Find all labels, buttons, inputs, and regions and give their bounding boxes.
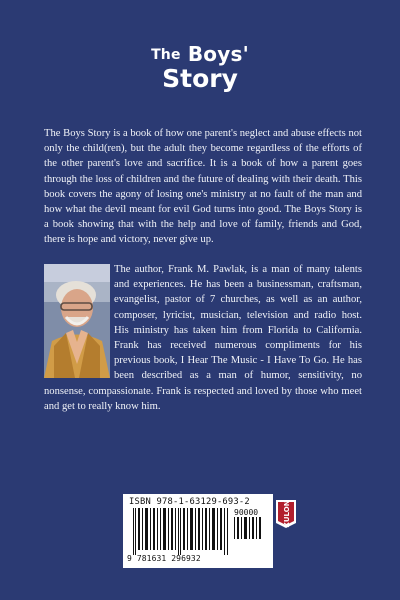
barcode-icon [133, 508, 229, 555]
title-line-1 [0, 44, 400, 64]
svg-text:XULON: XULON [283, 500, 291, 528]
book-title [0, 44, 400, 91]
title-boys: Boys' [187, 42, 249, 66]
price-code: 90000 [234, 508, 259, 517]
barcode-digits: 9 781631 296932 [127, 554, 201, 563]
isbn-text: ISBN 978-1-63129-693-2 [129, 497, 250, 507]
book-summary: The Boys Story is a book of how one parent's neglect and abuse effects not only the child(ren), but the adult they become regardless of the efforts of the other parent's love and sacrifice. It is a book of how a parent goes through the loss of children and the future of dealing with their death. This book covers the agony of losing one's ministry at no fault of the man and how what the devil meant for evil God turns into good. The Boys Story is a book showing that with the help and love of family, friends and God, there is hope and victory, never give up. [44, 128, 362, 246]
author-bio [44, 262, 362, 414]
title-the: The [151, 47, 181, 63]
publisher-logo-icon [275, 500, 297, 528]
author-bio-text: The author, Frank M. Pawlak, is a man of many talents and experiences. He has been a businessman, craftsman, evangelist, pastor of 7 churches, as well as an author, composer, lyricist, musician, television and radio host. His ministry has taken him from Florida to California. Frank has received numerous compliments for his previous book, I Hear The Music - I Have To Go. He has been described as a man of humor, sensitivity, no nonsense, compassionate. Frank is respected and loved by those who meet and get to really know him. [44, 264, 362, 412]
title-story: Story [162, 64, 238, 93]
price-barcode-icon [230, 508, 266, 539]
barcode-label [123, 494, 273, 568]
